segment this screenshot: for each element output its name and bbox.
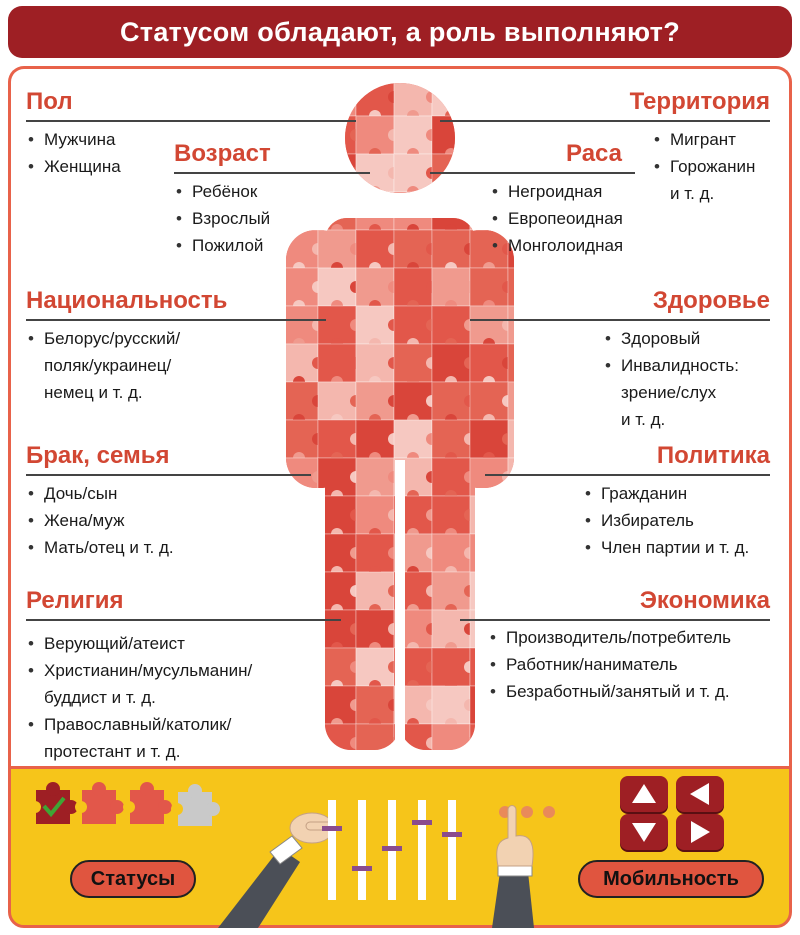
list-item-text: • Дочь/сын xyxy=(44,484,118,503)
category-title-territory: Территория xyxy=(629,88,770,115)
list-item-text: • Безработный/занятый и т. д. xyxy=(506,682,730,701)
puzzle-piece-icon xyxy=(171,784,220,826)
list-item-text: буддист и т. д. xyxy=(44,688,156,707)
statuses-button[interactable]: Статусы xyxy=(70,860,196,898)
page-title: Статусом обладают, а роль выполняют? xyxy=(8,6,792,58)
list-item-text: • Верующий/атеист xyxy=(44,634,185,653)
list-item-text: • Мать/отец и т. д. xyxy=(44,538,174,557)
list-item-text: • Европеоидная xyxy=(508,209,623,228)
hand-right-icon xyxy=(492,806,555,929)
category-title-pol: Пол xyxy=(26,88,73,115)
list-item-text: • Мужчина xyxy=(44,130,116,149)
list-item-text: и т. д. xyxy=(621,410,666,429)
list-item-text: • Белорус/русский/ xyxy=(44,329,181,348)
category-title-nation: Национальность xyxy=(26,287,228,314)
arrow-left-button[interactable] xyxy=(676,776,724,812)
list-item-text: • Негроидная xyxy=(508,182,603,201)
list-item-text: • Монголоидная xyxy=(508,236,624,255)
list-item-text: • Жена/муж xyxy=(44,511,125,530)
puzzle-piece-icon xyxy=(123,782,172,824)
list-item-text: зрение/слух xyxy=(621,383,717,402)
list-item-text: • Женщина xyxy=(44,157,121,176)
list-item-text: • Здоровый xyxy=(621,329,701,348)
list-item-text: • Член партии и т. д. xyxy=(601,538,750,557)
category-title-vozrast: Возраст xyxy=(174,140,271,167)
list-item-text: • Работник/наниматель xyxy=(506,655,678,674)
list-item-text: • Пожилой xyxy=(192,236,264,255)
list-item-text: • Православный/католик/ xyxy=(44,715,232,734)
hand-left-icon xyxy=(218,813,334,928)
list-item-text: • Инвалидность: xyxy=(621,356,739,375)
list-item-text: • Избиратель xyxy=(601,511,694,530)
puzzle-piece-icon xyxy=(29,782,78,824)
list-item-text: • Ребёнок xyxy=(192,182,258,201)
arrow-right-button[interactable] xyxy=(676,814,724,850)
category-title-brak: Брак, семья xyxy=(26,442,170,469)
category-title-religion: Религия xyxy=(26,587,124,614)
list-item-text: и т. д. xyxy=(670,184,715,203)
list-item-text: • Христианин/мусульманин/ xyxy=(44,661,253,680)
list-item-text: немец и т. д. xyxy=(44,383,143,402)
list-item-text: • Горожанин xyxy=(670,157,756,176)
category-title-health: Здоровье xyxy=(652,287,770,314)
category-title-politics: Политика xyxy=(656,442,770,469)
arrow-down-icon xyxy=(620,814,668,850)
arrow-left-icon xyxy=(676,776,724,812)
arrow-down-button[interactable] xyxy=(620,814,668,850)
list-item-text: протестант и т. д. xyxy=(44,742,181,761)
category-title-rasa: Раса xyxy=(566,140,623,167)
list-item-text: • Мигрант xyxy=(670,130,736,149)
arrow-up-icon xyxy=(620,776,668,812)
list-item-text: поляк/украинец/ xyxy=(44,356,172,375)
mobility-button[interactable]: Мобильность xyxy=(578,860,764,898)
list-item-text: • Производитель/потребитель xyxy=(506,628,732,647)
arrow-up-button[interactable] xyxy=(620,776,668,812)
arrow-right-icon xyxy=(676,814,724,850)
category-title-economy: Экономика xyxy=(639,587,770,614)
list-item-text: • Взрослый xyxy=(192,209,271,228)
sliders-icon xyxy=(322,800,462,900)
list-item-text: • Гражданин xyxy=(601,484,688,503)
puzzle-piece-icon xyxy=(75,782,124,824)
